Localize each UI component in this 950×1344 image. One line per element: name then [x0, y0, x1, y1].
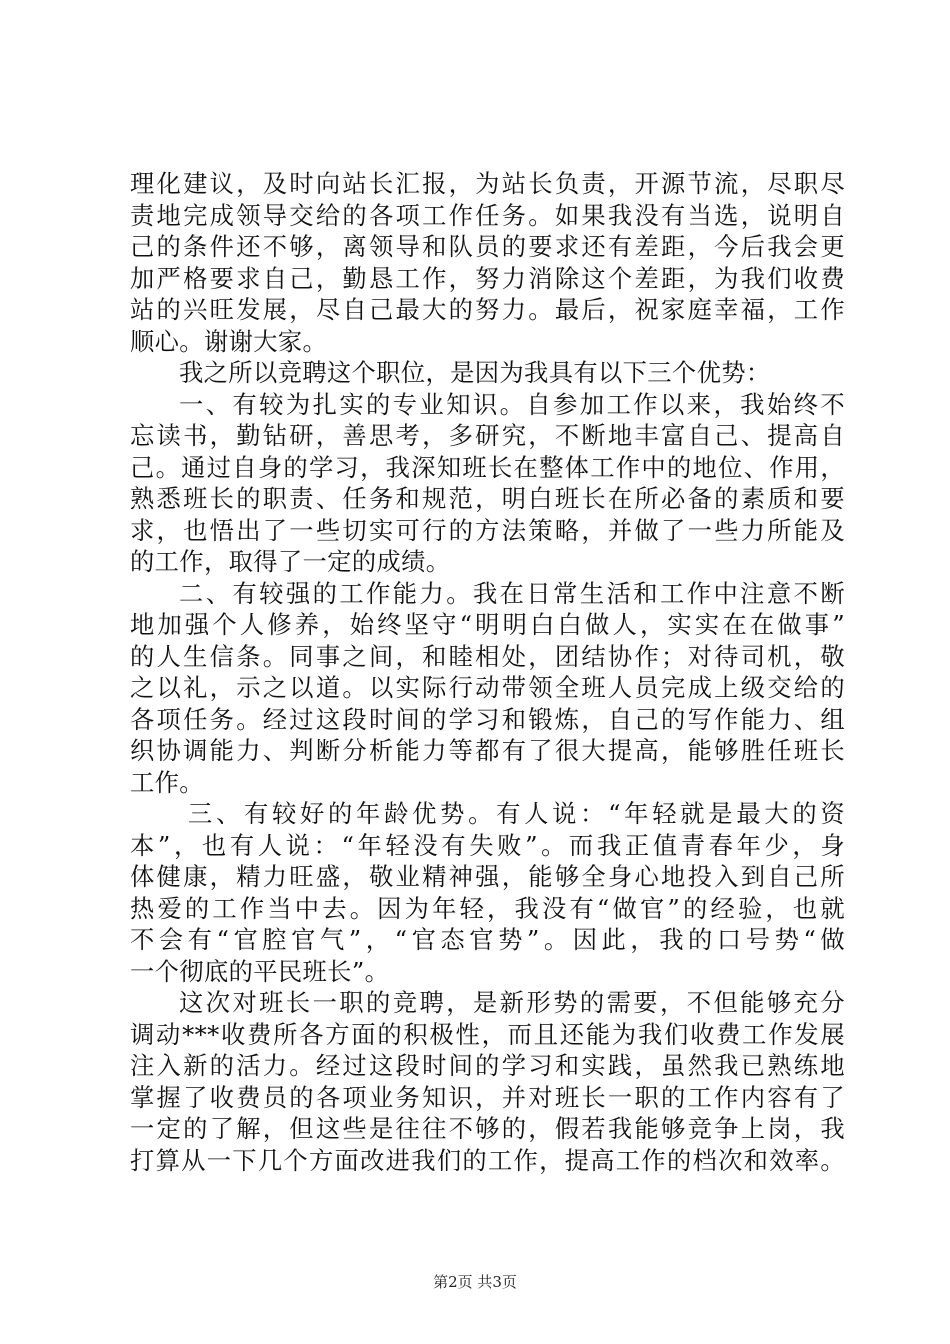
text-line: 调动***收费所各方面的积极性，而且还能为我们收费工作发展 — [130, 1019, 845, 1049]
text-line: 热爱的工作当中去。因为年轻，我没有“做官”的经验，也就 — [130, 893, 845, 923]
text-line: 责地完成领导交给的各项工作任务。如果我没有当选，说明自 — [130, 200, 845, 230]
text-line: 的工作，取得了一定的成绩。 — [130, 547, 451, 576]
text-line: 熟悉班长的职责、任务和规范，明白班长在所必备的素质和要 — [130, 484, 845, 513]
text-line: 不会有“官腔官气”，“官态官势”。因此，我的口号势“做 — [130, 925, 845, 954]
text-line: 各项任务。经过这段时间的学习和锻炼，自己的写作能力、组 — [130, 704, 845, 734]
paragraph-start-line: 二、有较强的工作能力。我在日常生活和工作中注意不断 — [179, 578, 845, 608]
text-line: 之以礼，示之以道。以实际行动带领全班人员完成上级交给的 — [130, 673, 845, 702]
page-number-footer: 第2页 共3页 — [433, 1273, 517, 1291]
text-line: 求，也悟出了一些切实可行的方法策略，并做了一些力所能及 — [130, 515, 845, 545]
text-line: 己的条件还不够，离领导和队员的要求还有差距，今后我会更 — [130, 232, 845, 261]
text-line: 地加强个人修养，始终坚守“明明白白做人，实实在在做事” — [130, 610, 845, 639]
text-line: 一定的了解，但这些是往往不够的，假若我能够竞争上岗，我 — [130, 1114, 845, 1143]
text-line: 本”，也有人说：“年轻没有失败”。而我正值青春年少，身 — [130, 830, 845, 860]
text-line: 忘读书，勤钻研，善思考，多研究，不断地丰富自己、提高自 — [130, 421, 845, 450]
text-line: 体健康，精力旺盛，敬业精神强，能够全身心地投入到自己所 — [130, 862, 845, 891]
text-line: 掌握了收费员的各项业务知识，并对班长一职的工作内容有了 — [130, 1082, 845, 1112]
text-line: 注入新的活力。经过这段时间的学习和实践，虽然我已熟练地 — [130, 1051, 845, 1080]
text-line: 一个彻底的平民班长”。 — [130, 956, 390, 986]
text-line: 站的兴旺发展，尽自己最大的努力。最后，祝家庭幸福，工作 — [130, 295, 845, 324]
text-line: 理化建议，及时向站长汇报，为站长负责，开源节流，尽职尽 — [130, 169, 845, 198]
text-line: 打算从一下几个方面改进我们的工作，提高工作的档次和效率。 — [130, 1145, 845, 1175]
text-line: 的人生信条。同事之间，和睦相处，团结协作；对待司机，敬 — [130, 641, 845, 671]
text-line: 工作。 — [130, 767, 204, 797]
text-line: 织协调能力、判断分析能力等都有了很大提高，能够胜任班长 — [130, 736, 845, 765]
paragraph-start-line: 一、有较为扎实的专业知识。自参加工作以来，我始终不 — [179, 389, 845, 419]
text-line: 加严格要求自己，勤恳工作，努力消除这个差距，为我们收费 — [130, 263, 845, 293]
paragraph-start-line: 我之所以竞聘这个职位，是因为我具有以下三个优势： — [179, 358, 771, 387]
paragraph-start-line: 三、有较好的年龄优势。有人说：“年轻就是最大的资 — [188, 799, 845, 828]
text-line: 己。通过自身的学习，我深知班长在整体工作中的地位、作用， — [130, 452, 845, 482]
document-body — [130, 168, 845, 1176]
text-line: 顺心。谢谢大家。 — [130, 326, 328, 356]
paragraph-start-line: 这次对班长一职的竞聘，是新形势的需要，不但能够充分 — [179, 988, 845, 1017]
